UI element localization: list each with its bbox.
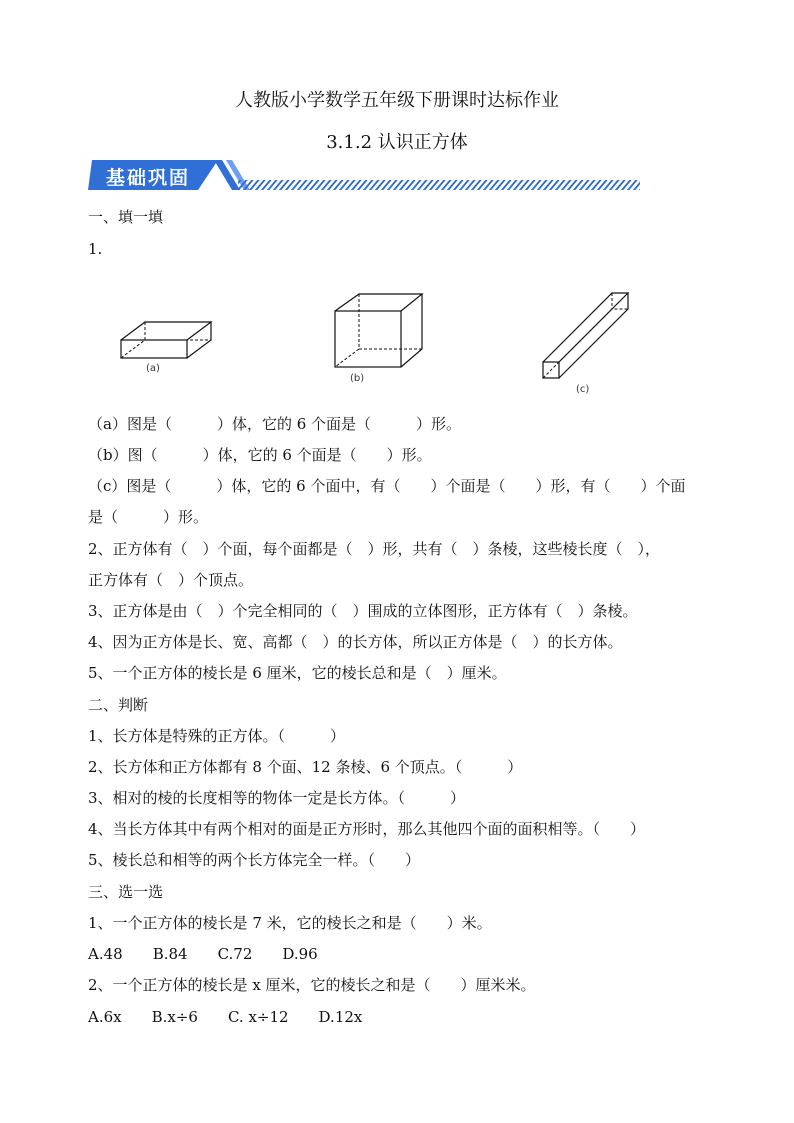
section-heading: 三、选一选 <box>88 883 164 901</box>
question-text: 5、一个正方体的棱长是 6 厘米，它的棱长总和是（ ）厘米。 <box>88 664 507 682</box>
question-text: 2、一个正方体的棱长是 x 厘米，它的棱长之和是（ ）厘米米。 <box>88 976 536 994</box>
question-text: 1、一个正方体的棱长是 7 米，它的棱长之和是（ ）米。 <box>88 914 492 932</box>
question-text: 5、棱长总和相等的两个长方体完全一样。（ ） <box>88 851 421 869</box>
question-text: 2、正方体有（ ）个面，每个面都是（ ）形，共有（ ）条棱，这些棱长度（ ）， <box>88 540 661 558</box>
question-text: 4、因为正方体是长、宽、高都（ ）的长方体，所以正方体是（ ）的长方体。 <box>88 633 623 651</box>
figure-a-caption: (a) <box>146 363 160 374</box>
question-text: 2、长方体和正方体都有 8 个面、12 条棱、6 个顶点。（ ） <box>88 758 523 776</box>
question-number: 1. <box>88 240 103 258</box>
question-text: 是（ ）形。 <box>88 508 209 526</box>
question-text: 3、正方体是由（ ）个完全相同的（ ）围成的立体图形，正方体有（ ）条棱。 <box>88 602 638 620</box>
section-heading: 一、填一填 <box>88 208 164 226</box>
banner-label: 基础巩固 <box>106 167 191 189</box>
section-heading: 二、判断 <box>88 696 149 714</box>
question-text: （c）图是（ ）体，它的 6 个面中，有（ ）个面是（ ）形，有（ ）个面 <box>88 477 686 495</box>
page-subtitle: 3.1.2 认识正方体 <box>326 132 468 153</box>
figure-a-cuboid <box>118 318 214 362</box>
answer-options: A.6x B.x÷6 C. x÷12 D.12x <box>88 1008 363 1026</box>
figure-b-cube <box>332 291 426 371</box>
question-text: （a）图是（ ）体，它的 6 个面是（ ）形。 <box>88 415 462 433</box>
figure-b-caption: (b) <box>350 373 365 384</box>
question-text: 正方体有（ ）个顶点。 <box>88 571 254 589</box>
question-text: 3、相对的棱的长度相等的物体一定是长方体。（ ） <box>88 789 466 807</box>
page-title: 人教版小学数学五年级下册课时达标作业 <box>235 90 559 111</box>
question-text: 4、当长方体其中有两个相对的面是正方形时，那么其他四个面的面积相等。（ ） <box>88 820 646 838</box>
answer-options: A.48 B.84 C.72 D.96 <box>88 945 318 963</box>
question-text: 1、长方体是特殊的正方体。（ ） <box>88 727 346 745</box>
question-text: （b）图（ ）体，它的 6 个面是（ ）形。 <box>88 446 432 464</box>
figure-c-caption: (c) <box>576 384 590 395</box>
figure-c-prism <box>540 290 632 382</box>
